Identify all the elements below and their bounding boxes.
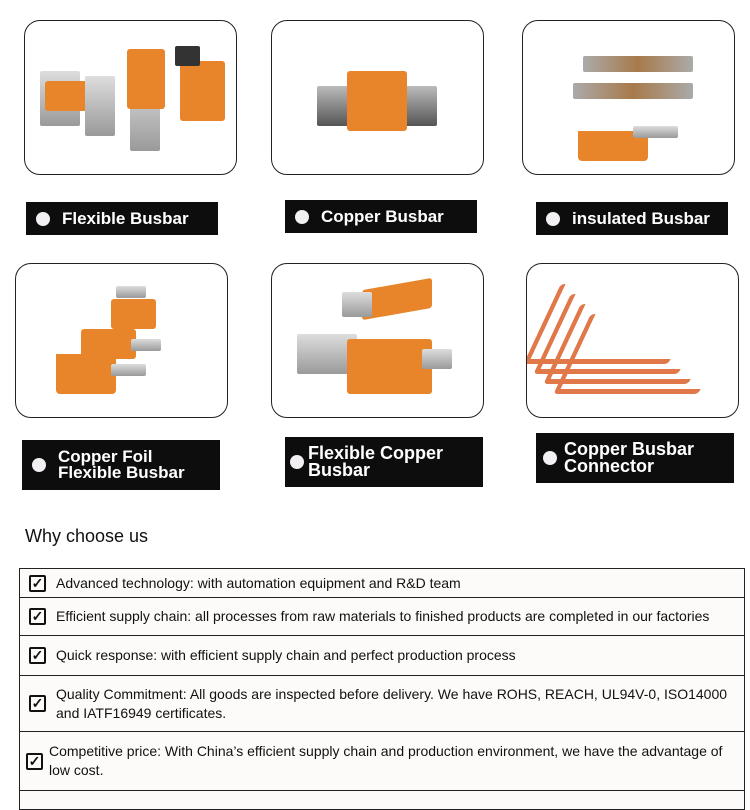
item-text: Quality Commitment: All goods are inspected before delivery. We have ROHS, REACH, UL94V-0, ISO14000 and IATF16949 certificates.	[56, 685, 728, 721]
bullet-icon	[36, 212, 50, 226]
item-text: Quick response: with efficient supply chain and perfect production process	[56, 647, 516, 663]
checkbox-icon: ✓	[29, 608, 46, 625]
product-label[interactable]	[536, 433, 734, 483]
why-choose-us-table	[19, 568, 745, 810]
product-label-text: insulated Busbar	[572, 208, 710, 228]
item-text: Advanced technology: with automation equipment and R&D team	[56, 574, 461, 591]
product-image-copper-foil-flexible-busbar[interactable]	[15, 263, 228, 418]
product-label[interactable]	[22, 440, 220, 490]
product-label-text: Copper Busbar Connector	[564, 439, 695, 476]
product-image-copper-busbar-connector[interactable]	[526, 263, 739, 418]
product-label-text: Copper Busbar	[321, 206, 444, 226]
checkbox-icon: ✓	[29, 575, 46, 592]
product-label-text: Flexible Copper Busbar	[308, 443, 444, 480]
list-item	[20, 636, 744, 676]
product-image-copper-busbar[interactable]	[271, 20, 484, 175]
list-item	[20, 598, 744, 636]
item-text: Competitive price: With China’s efficient supply chain and production environment, we have the advantage of low cost.	[49, 743, 723, 778]
why-choose-us-heading: Why choose us	[25, 526, 149, 546]
product-label[interactable]	[26, 202, 218, 235]
product-label[interactable]	[536, 202, 728, 235]
list-item	[20, 732, 744, 791]
bullet-icon	[543, 451, 557, 465]
checkbox-icon: ✓	[26, 753, 43, 770]
list-item	[20, 676, 744, 732]
item-text: Efficient supply chain: all processes from raw materials to finished products are completed in our factories	[56, 608, 710, 624]
product-label-text: Flexible Busbar	[62, 208, 189, 228]
checkbox-icon: ✓	[29, 647, 46, 664]
checkbox-icon: ✓	[29, 695, 46, 712]
bullet-icon	[295, 210, 309, 224]
product-label[interactable]	[285, 200, 477, 233]
bullet-icon	[32, 458, 46, 472]
list-item	[20, 569, 744, 598]
bullet-icon	[546, 212, 560, 226]
product-image-insulated-busbar[interactable]	[522, 20, 735, 175]
bullet-icon	[290, 455, 304, 469]
product-image-flexible-busbar[interactable]	[24, 20, 237, 175]
product-label[interactable]	[285, 437, 483, 487]
product-image-flexible-copper-busbar[interactable]	[271, 263, 484, 418]
product-label-text: Copper Foil Flexible Busbar	[58, 447, 185, 482]
